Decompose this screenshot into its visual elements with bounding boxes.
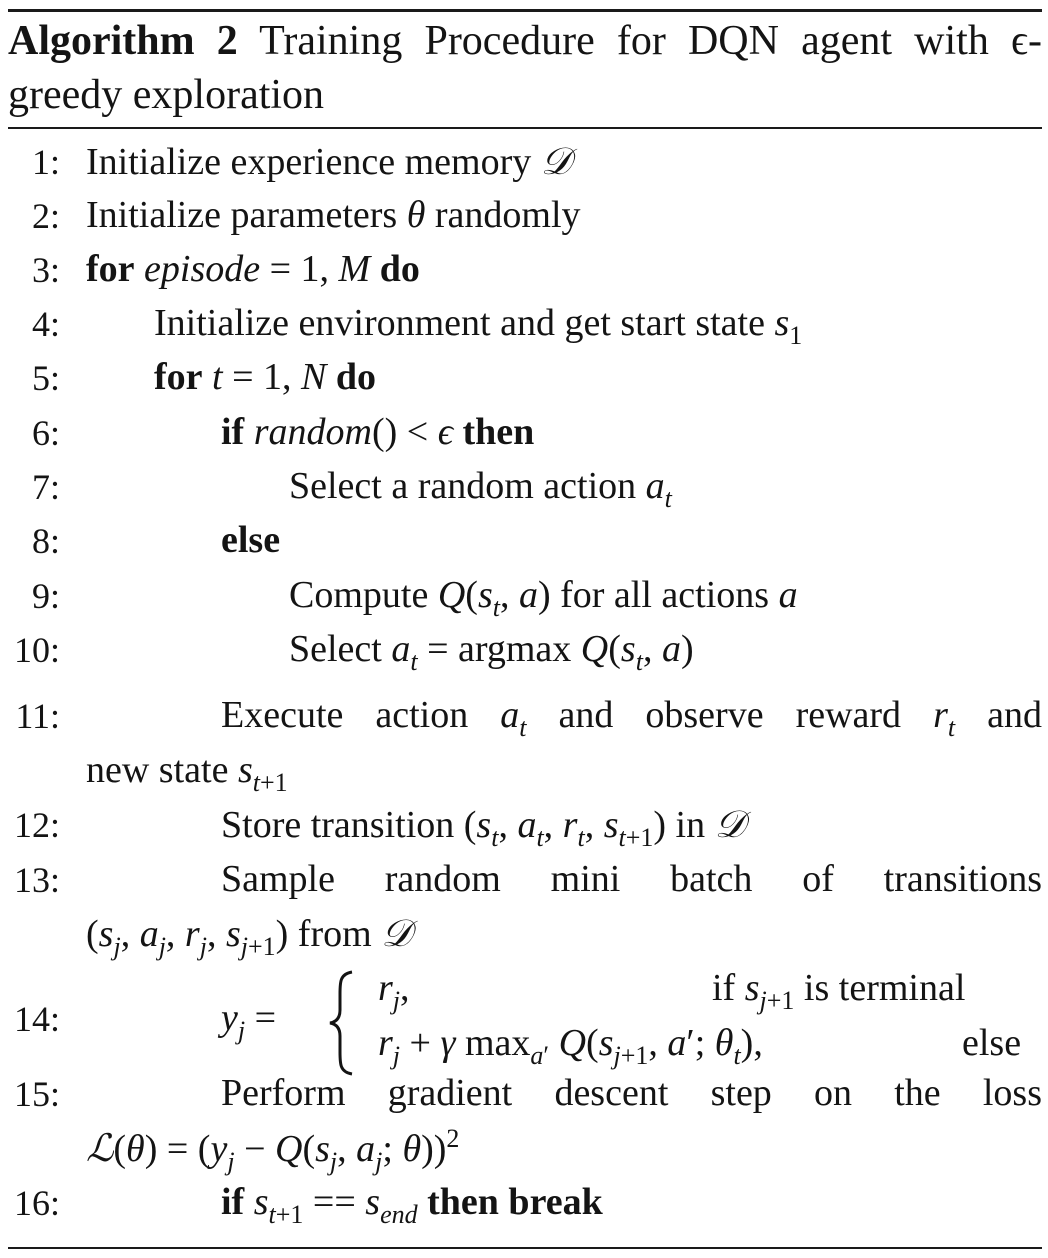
line-number: 3:	[31, 250, 60, 290]
line-number: 8:	[31, 521, 60, 561]
step-9: Compute $Q(s_t$, a) for all actions a	[289, 574, 798, 622]
step-4: Initialize environment and get start state $s_1$	[154, 302, 803, 350]
step-14-case-1: $r_j$,	[378, 967, 410, 1015]
step-7: Select a random action $a_t$	[289, 465, 672, 513]
line-number: 2:	[31, 196, 60, 236]
line-number: 9:	[31, 576, 60, 616]
line-number: 1:	[31, 142, 60, 182]
step-16: if $s_{t+1} == s_{end}$ then break	[221, 1181, 603, 1229]
step-15: Perform gradient descent step on the loss	[221, 1072, 1042, 1114]
line-number: 10:	[13, 630, 60, 670]
line-number: 16:	[13, 1183, 60, 1223]
caption-rule	[8, 127, 1042, 129]
step-12: Store transition ($s_t$, $a_t$, $r_t$, $s_{t+1}$) in 𝒟	[221, 802, 745, 852]
algorithm-label: Algorithm 2	[8, 18, 238, 64]
step-14-case-1-cond: if $s_{j+1}$ is terminal	[712, 967, 966, 1015]
step-8: else	[221, 519, 281, 561]
algorithm-caption	[8, 14, 1042, 122]
line-number: 4:	[31, 304, 60, 344]
top-rule	[8, 9, 1042, 12]
step-11-cont: new state $s_{t+1}$	[86, 749, 288, 797]
step-11: Execute action $a_t$ and observe reward $r_t$ and	[221, 694, 1042, 742]
step-13-cont: ($s_j$, $a_j$, $r_j$, $s_{j+1}$) from 𝒟	[86, 911, 412, 961]
step-14-case-2-cond: else	[962, 1022, 1022, 1064]
step-14-case-2: $r_j + \gamma$ $\max_{a'} Q(s_{j+1}$, a′; $\theta_t$),	[378, 1022, 763, 1070]
line-number: 6:	[31, 413, 60, 453]
line-number: 7:	[31, 467, 60, 507]
line-number: 13:	[13, 860, 60, 900]
step-1: Initialize experience memory 𝒟	[86, 139, 572, 183]
step-14-lhs: $y_j$ =	[221, 997, 277, 1045]
step-5: for t = 1, N do	[154, 356, 377, 398]
line-number: 15:	[13, 1074, 60, 1114]
step-2: Initialize parameters θ randomly	[86, 194, 581, 236]
algorithm-caption-text: Training Procedure for DQN agent with ϵ-greedy exploration	[8, 18, 1042, 118]
bottom-rule	[8, 1247, 1042, 1249]
line-number: 11:	[15, 696, 60, 736]
line-number: 14:	[13, 999, 60, 1039]
step-6: if random() < ϵ then	[221, 411, 535, 453]
step-13: Sample random mini batch of transitions	[221, 858, 1042, 900]
step-15-cont: ℒ(θ) = ($y_j - Q(s_j$, $a_j$; θ))$^2$	[86, 1124, 460, 1176]
line-number: 12:	[13, 805, 60, 845]
cases-brace-icon	[326, 968, 356, 1078]
line-number: 5:	[31, 358, 60, 398]
step-3: for episode = 1, M do	[86, 248, 420, 290]
step-10: Select $a_t = argmax$ $Q(s_t$, a)	[289, 628, 694, 676]
